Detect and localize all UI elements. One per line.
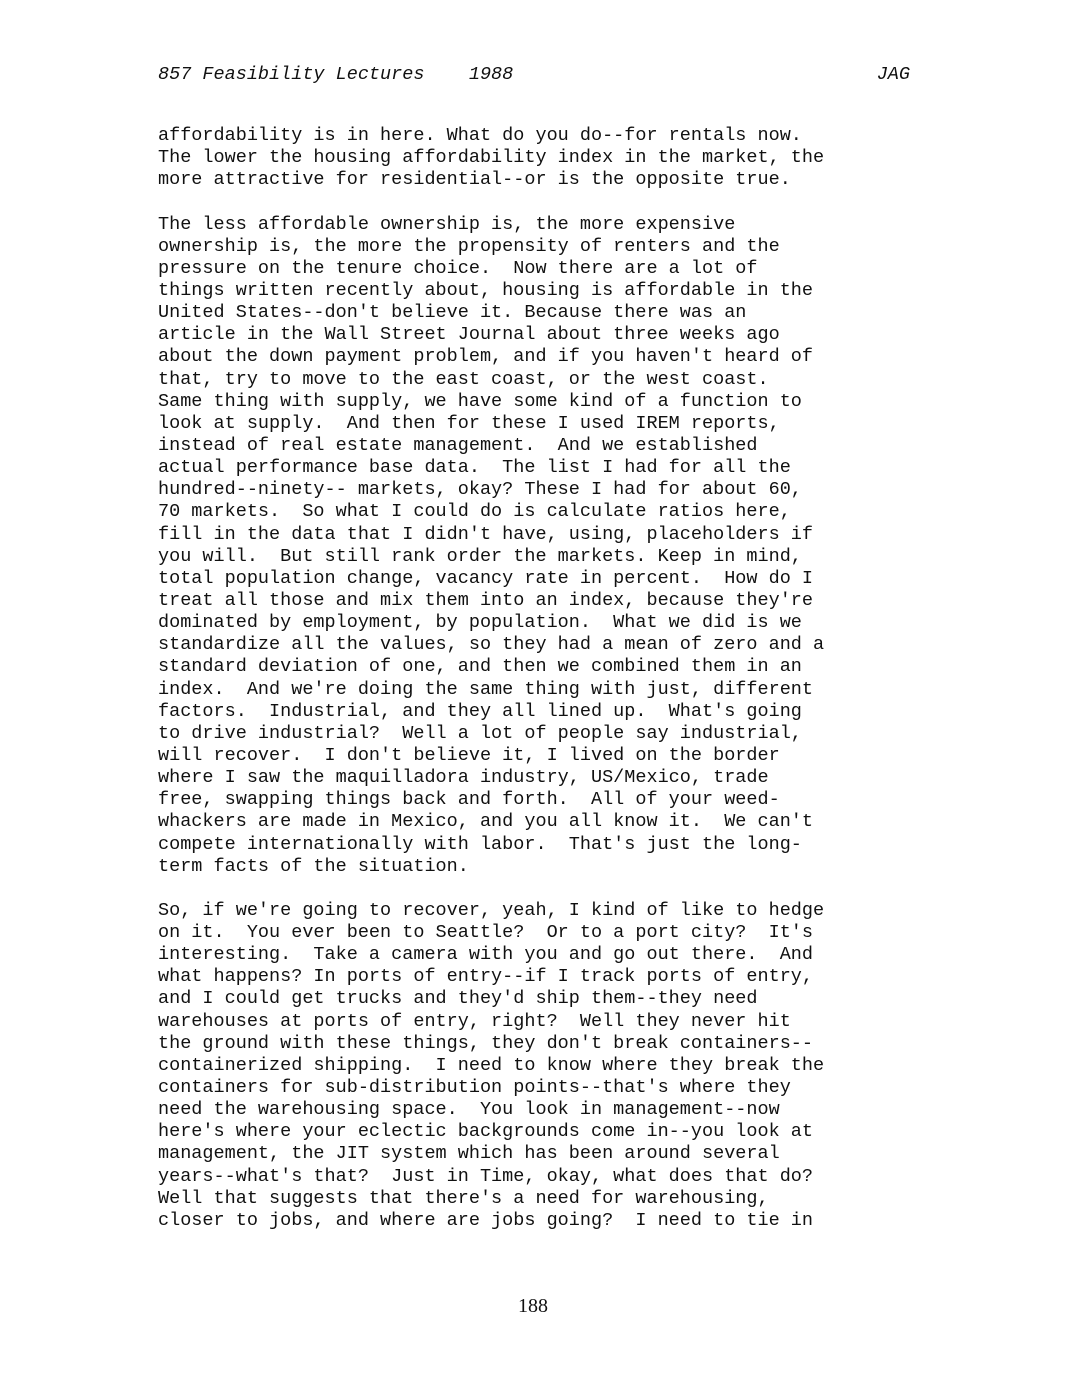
text-line: Well that suggests that there's a need for warehousing, [158,1187,769,1209]
page-number: 188 [518,1295,548,1317]
text-line: fill in the data that I didn't have, using, placeholders if [158,523,814,545]
text-line: standard deviation of one, and then we combined them in an [158,656,802,678]
text-line: containerized shipping. I need to know where they break the [158,1054,825,1076]
text-line: hundred--ninety-- markets, okay? These I had for about 60, [158,479,802,501]
text-line: look at supply. And then for these I used IREM reports, [158,412,780,434]
text-line: Same thing with supply, we have some kind of a function to [158,390,802,412]
text-line: affordability is in here. What do you do--for rentals now. [158,125,802,146]
text-line: index. And we're doing the same thing with just, different [158,678,814,700]
text-line: to drive industrial? Well a lot of people say industrial, [158,722,802,744]
text-line: containers for sub-distribution points--that's where they [158,1077,791,1099]
text-line: that, try to move to the east coast, or the west coast. [158,368,769,390]
text-line: and I could get trucks and they'd ship them--they need [158,988,758,1010]
text-line: compete internationally with labor. That's just the long- [158,833,802,855]
text-line: will recover. I don't believe it, I lived on the border [158,744,780,766]
text-line: where I saw the maquilladora industry, US/Mexico, trade [158,767,769,789]
page-header [158,62,910,88]
text-line: closer to jobs, and where are jobs going? I need to tie in [158,1209,814,1231]
text-line: about the down payment problem, and if you haven't heard of [158,346,814,368]
header-title: 857 Feasibility Lectures 1988 [158,64,514,85]
text-line: what happens? In ports of entry--if I track ports of entry, [158,966,814,988]
text-line: ownership is, the more the propensity of renters and the [158,235,780,257]
text-line: interesting. Take a camera with you and go out there. And [158,944,814,966]
text-line: free, swapping things back and forth. All of your weed- [158,789,780,811]
text-line: the ground with these things, they don't break containers-- [158,1032,814,1054]
text-line: pressure on the tenure choice. Now there are a lot of [158,257,758,279]
text-line: on it. You ever been to Seattle? Or to a port city? It's [158,922,814,944]
body-text [158,125,928,1254]
text-line: dominated by employment, by population. What we did is we [158,612,802,634]
text-line: 70 markets. So what I could do is calculate ratios here, [158,501,791,523]
text-line: actual performance base data. The list I had for all the [158,457,791,479]
text-line: total population change, vacancy rate in percent. How do I [158,567,814,589]
text-line: here's where your eclectic backgrounds come in--you look at [158,1121,814,1143]
text-line: The less affordable ownership is, the more expensive [158,213,736,235]
text-line: The lower the housing affordability index in the market, the [158,147,825,169]
text-line: whackers are made in Mexico, and you all know it. We can't [158,811,814,833]
text-line: United States--don't believe it. Because there was an [158,302,747,324]
text-line: you will. But still rank order the markets. Keep in mind, [158,545,802,567]
text-line: more attractive for residential--or is the opposite true. [158,169,791,191]
header-author: JAG [876,64,910,85]
text-line: standardize all the values, so they had a mean of zero and a [158,634,825,656]
text-line: factors. Industrial, and they all lined up. What's going [158,700,802,722]
paragraph-2 [158,214,928,878]
text-line: term facts of the situation. [158,855,469,877]
paragraph-1 [158,125,928,191]
text-line: treat all those and mix them into an index, because they're [158,589,814,611]
text-line: management, the JIT system which has been around several [158,1143,780,1165]
text-line: years--what's that? Just in Time, okay, what does that do? [158,1165,814,1187]
text-line: things written recently about, housing is affordable in the [158,279,814,301]
paragraph-3 [158,900,928,1232]
text-line: warehouses at ports of entry, right? Well they never hit [158,1010,791,1032]
text-line: instead of real estate management. And we established [158,434,758,456]
text-line: article in the Wall Street Journal about three weeks ago [158,324,780,346]
text-line: So, if we're going to recover, yeah, I kind of like to hedge [158,899,825,921]
text-line: need the warehousing space. You look in management--now [158,1099,780,1121]
